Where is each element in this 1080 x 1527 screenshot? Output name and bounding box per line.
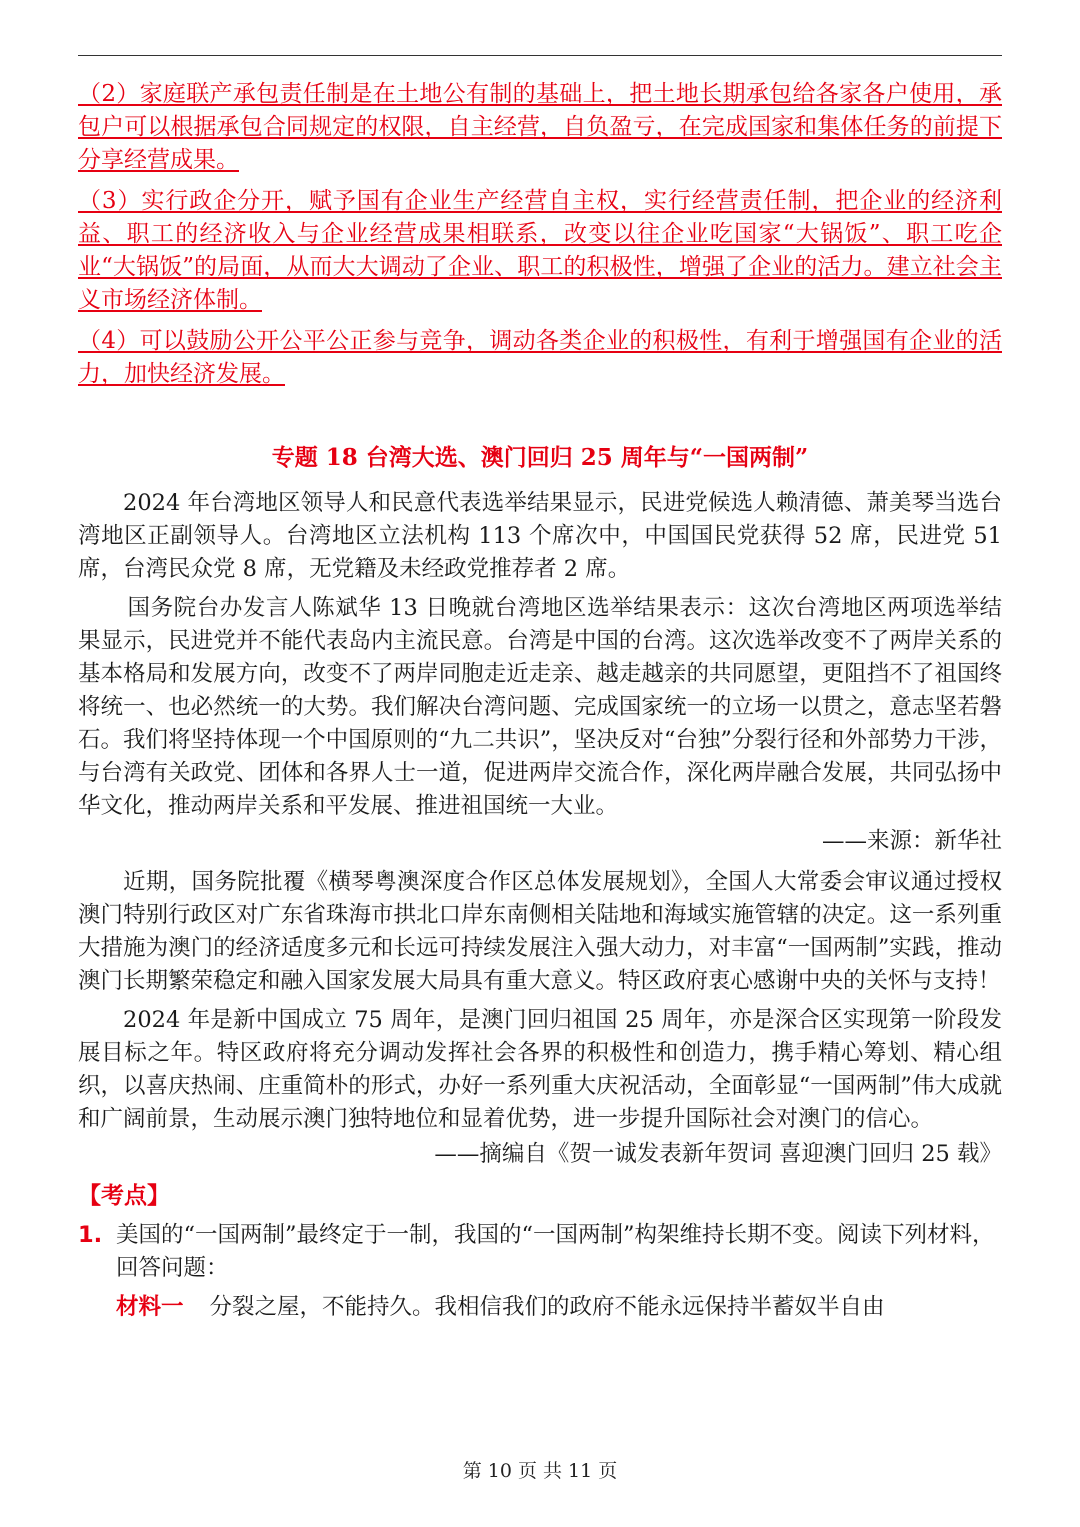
page-footer: 第 10 页 共 11 页 <box>462 1460 618 1482</box>
question-number: 1. <box>78 1222 103 1248</box>
topic-title: 专题 18 台湾大选、澳门回归 25 周年与“一国两制” <box>271 444 809 471</box>
paragraph-election-results: 2024 年台湾地区领导人和民意代表选举结果显示，民进党候选人赖清德、萧美琴当选台湾地区正副领导人。台湾地区立法机构 113 个席次中，中国国民党获得 52 席，民进党 51 席，台湾民众党 8 席，无党籍及未经政党推荐者 2 席。 <box>78 490 1002 582</box>
answer-item-4: （4）可以鼓励公开公平公正参与竞争，调动各类企业的积极性，有利于增强国有企业的活力，加快经济发展。 <box>78 328 1002 387</box>
header-rule <box>78 55 1002 56</box>
kaodian-heading: 【考点】 <box>78 1183 170 1209</box>
source-xinhua: ——来源：新华社 <box>821 828 1002 854</box>
paragraph-hengqin-plan: 近期，国务院批覆《横琴粤澳深度合作区总体发展规划》，全国人大常委会审议通过授权澳门特别行政区对广东省珠海市拱北口岸东南侧相关陆地和海域实施管辖的决定。这一系列重大措施为澳门的经济适度多元和长远可持续发展注入强大动力，对丰富“一国两制”实践，推动澳门长期繁荣稳定和融入国家发展大局具有重大意义。特区政府衷心感谢中央的关怀与支持！ <box>78 869 1002 994</box>
source-new-year-speech: ——摘编自《贺一诚发表新年贺词 喜迎澳门回归 25 载》 <box>434 1141 1002 1167</box>
answer-item-3: （3）实行政企分开，赋予国有企业生产经营自主权，实行经营责任制，把企业的经济利益、职工的经济收入与企业经营成果相联系，改变以往企业吃国家“大锅饭”、职工吃企业“大锅饭”的局面，从而大大调动了企业、职工的积极性，增强了企业的活力。建立社会主义市场经济体制。 <box>78 188 1002 313</box>
question-1 <box>78 1219 1002 1285</box>
material-text: 分裂之屋，不能持久。我相信我们的政府不能永远保持半蓄奴半自由 <box>209 1294 885 1320</box>
question-text: 美国的“一国两制”最终定于一制，我国的“一国两制”构架维持长期不变。阅读下列材料，回答问题： <box>116 1222 995 1281</box>
answer-item-2: （2）家庭联产承包责任制是在土地公有制的基础上，把土地长期承包给各家各户使用，承包户可以根据承包合同规定的权限，自主经营，自负盈亏，在完成国家和集体任务的前提下分享经营成果。 <box>78 81 1002 173</box>
material-one <box>78 1291 1002 1324</box>
material-label: 材料一 <box>116 1294 184 1320</box>
page-content <box>78 78 1002 1324</box>
paragraph-macau-anniversary: 2024 年是新中国成立 75 周年，是澳门回归祖国 25 周年，亦是深合区实现第一阶段发展目标之年。特区政府将充分调动发挥社会各界的积极性和创造力，携手精心筹划、精心组织，以喜庆热闹、庄重简朴的形式，办好一系列重大庆祝活动，全面彰显“一国两制”伟大成就和广阔前景，生动展示澳门独特地位和显着优势，进一步提升国际社会对澳门的信心。 <box>78 1007 1002 1132</box>
paragraph-taiwan-office-statement: 国务院台办发言人陈斌华 13 日晚就台湾地区选举结果表示：这次台湾地区两项选举结果显示，民进党并不能代表岛内主流民意。台湾是中国的台湾。这次选举改变不了两岸关系的基本格局和发展方向，改变不了两岸同胞走近走亲、越走越亲的共同愿望，更阻挡不了祖国终将统一、也必然统一的大势。我们解决台湾问题、完成国家统一的立场一以贯之，意志坚若磐石。我们将坚持体现一个中国原则的“九二共识”，坚决反对“台独”分裂行径和外部势力干涉，与台湾有关政党、团体和各界人士一道，促进两岸交流合作，深化两岸融合发展，共同弘扬中华文化，推动两岸关系和平发展、推进祖国统一大业。 <box>78 595 1002 819</box>
